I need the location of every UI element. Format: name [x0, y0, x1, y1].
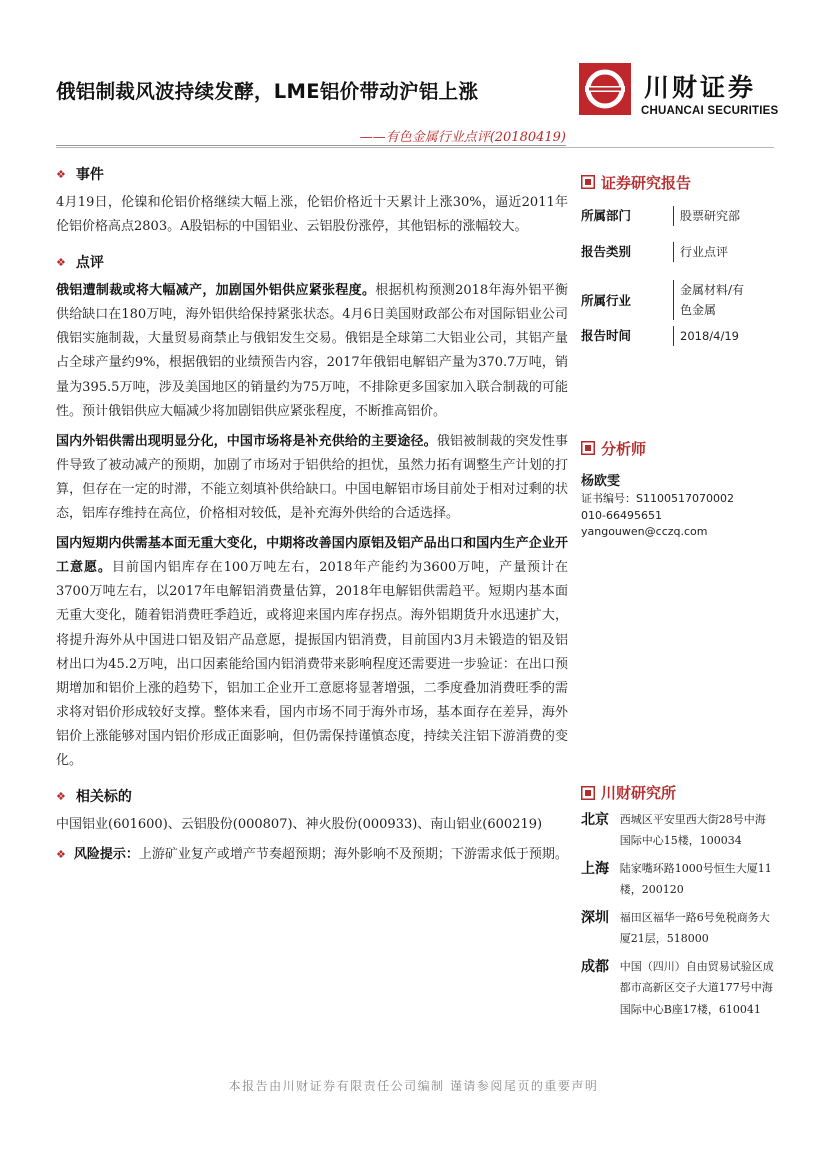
header-divider	[56, 147, 774, 148]
office-address: 陆家嘴环路1000号恒生大厦11楼，200120	[619, 861, 772, 896]
diamond-bullet-icon: ❖	[56, 167, 66, 181]
info-value: 股票研究部	[673, 206, 740, 226]
main-content	[56, 163, 568, 867]
info-key: 报告时间	[581, 328, 632, 343]
office-city: 北京	[581, 811, 609, 828]
office-city: 上海	[581, 860, 609, 877]
institute-heading	[581, 781, 775, 805]
info-row-industry	[581, 274, 775, 326]
section-heading-text: 相关标的	[75, 789, 132, 806]
info-row-date	[581, 326, 775, 356]
sidebar-heading-text: 证券研究报告	[601, 173, 692, 192]
paragraph-body: 根据机构预测2018年海外铝平衡供给缺口在180万吨，海外铝供给保持紧张状态。4月6日美国财政部公布对国际铝业公司俄铝实施制裁，大量贸易商禁止与俄铝发生交易。俄铝是全球第二大铝业公司，其铝产量占全球产量约9%，根据俄铝的业绩预告内容，2017年俄铝电解铝产量为370.7万吨，销量为395.5万吨，涉及美国地区的销量约为75万吨，不排除更多国家加入联合制裁的可能性。预计俄铝供应大幅减少将加剧铝供应紧张程度，不断推高铝价。	[56, 283, 568, 419]
diamond-bullet-icon: ❖	[56, 789, 66, 803]
event-paragraph: 4月19日，伦镍和伦铝价格继续大幅上涨，伦铝价格近十天累计上涨30%，逼近2011年伦铝价格高点2803。A股铝标的中国铝业、云铝股份涨停，其他铝标的涨幅较大。	[56, 195, 568, 235]
info-row-department	[581, 206, 775, 242]
targets-paragraph: 中国铝业(601600)、云铝股份(000807)、神火股份(000933)、南山铝业(600219)	[56, 817, 543, 833]
office-beijing	[581, 809, 775, 852]
office-shanghai	[581, 858, 775, 901]
brand-name-cn: 川财证券	[644, 73, 757, 102]
section-event-heading	[56, 163, 568, 185]
risk-lead: 风险提示：	[73, 847, 139, 863]
office-shenzhen	[581, 907, 775, 950]
paragraph-body: 目前国内铝库存在100万吨左右，2018年产能约为3600万吨，产量预计在3700万吨左右，以2017年电解铝消费量估算，2018年电解铝供需趋平。短期内基本面无重大变化，随着铝消费旺季趋近，或将迎来国内库存拐点。海外铝期货升水迅速扩大，将提升海外从中国进口铝及铝产品意愿，提振国内铝消费，目前国内3月未锻造的铝及铝材出口为45.2万吨，出口因素能给国内铝消费带来影响程度还需要进一步验证：在出口预期增加和铝价上涨的趋势下，铝加工企业开工意愿将显著增强，二季度叠加消费旺季的需求将对铝价形成较好支撑。整体来看，国内市场不同于海外市场，基本面存在差异，海外铝价上涨能够对国内铝价形成正面影响，但仍需保持谨慎态度，持续关注铝下游消费的变化。	[56, 560, 568, 768]
analyst-name: 杨欧雯	[581, 474, 621, 489]
paragraph-body: 俄铝被制裁的突发性事件导致了被动减产的预期，加剧了市场对于铝供给的担忧，虽然力拓有调整生产计划的打算，但存在一定的时滞，不能立刻填补供给缺口。中国电解铝市场目前处于相对过剩的状态，铝库存维持在高位，价格相对较低，是补充海外供给的合适选择。	[56, 433, 568, 522]
diamond-bullet-icon: ❖	[56, 255, 66, 269]
office-address: 中国（四川）自由贸易试验区成都市高新区交子大道177号中海国际中心B座17楼，610041	[619, 959, 774, 1016]
review-paragraph-3	[56, 532, 568, 773]
sidebar-heading-text: 川财研究所	[601, 784, 677, 802]
review-paragraph-2	[56, 430, 568, 526]
company-logo	[579, 63, 631, 115]
section-targets-heading	[56, 785, 568, 807]
analyst-phone: 010-66495651	[581, 508, 662, 522]
office-city: 深圳	[581, 909, 609, 926]
square-bullet-icon	[581, 441, 595, 455]
office-chengdu	[581, 956, 775, 1021]
review-paragraph-1	[56, 279, 568, 424]
analyst-email[interactable]: yangouwen@cczq.com	[581, 525, 708, 538]
office-city: 成都	[581, 958, 609, 975]
report-title: 俄铝制裁风波持续发酵，LME铝价带动沪铝上涨	[56, 80, 479, 103]
info-value: 行业点评	[673, 242, 728, 262]
info-value: 金属材料/有色金属	[673, 280, 753, 320]
brand-name-en: CHUANCAI SECURITIES	[641, 105, 779, 117]
risk-warning	[56, 843, 568, 867]
info-key: 所属行业	[581, 293, 632, 308]
report-info-heading	[581, 170, 775, 194]
info-key: 所属部门	[581, 208, 632, 223]
info-row-category	[581, 242, 775, 274]
section-heading-text: 事件	[75, 167, 104, 183]
sidebar-heading-text: 分析师	[601, 439, 647, 458]
office-address: 西城区平安里西大街28号中海国际中心15楼，100034	[619, 812, 766, 847]
office-address: 福田区福华一路6号免税商务大厦21层，518000	[619, 910, 770, 945]
section-heading-text: 点评	[75, 255, 104, 272]
section-review-heading	[56, 251, 568, 273]
risk-paragraph	[74, 843, 568, 867]
risk-body: 上游矿业复产或增产节奏超预期；海外影响不及预期；下游需求低于预期。	[138, 847, 568, 863]
paragraph-lead: 国内外铝供需出现明显分化，中国市场将是补充供给的主要途径。	[56, 433, 437, 449]
report-subtitle: ——有色金属行业点评(20180419)	[359, 130, 566, 145]
diamond-bullet-icon: ❖	[56, 848, 66, 862]
subtitle-bar	[56, 124, 566, 146]
square-bullet-icon	[581, 175, 595, 189]
info-key: 报告类别	[581, 244, 632, 259]
page-footer: 本报告由川财证券有限责任公司编制 谨请参阅尾页的重要声明	[228, 1079, 599, 1093]
analyst-cert: 证书编号：S1100517070002	[581, 492, 734, 505]
sidebar	[581, 170, 775, 1026]
paragraph-lead: 国内短期内供需基本面无重大变化，中期将改善国内原铝及铝产品出口和国内生产企业开工意愿。	[56, 536, 568, 576]
info-value: 2018/4/19	[673, 326, 739, 346]
analyst-heading	[581, 436, 775, 460]
square-bullet-icon	[581, 786, 595, 800]
paragraph-lead: 俄铝遭制裁或将大幅减产，加剧国外铝供应紧张程度。	[56, 283, 376, 299]
